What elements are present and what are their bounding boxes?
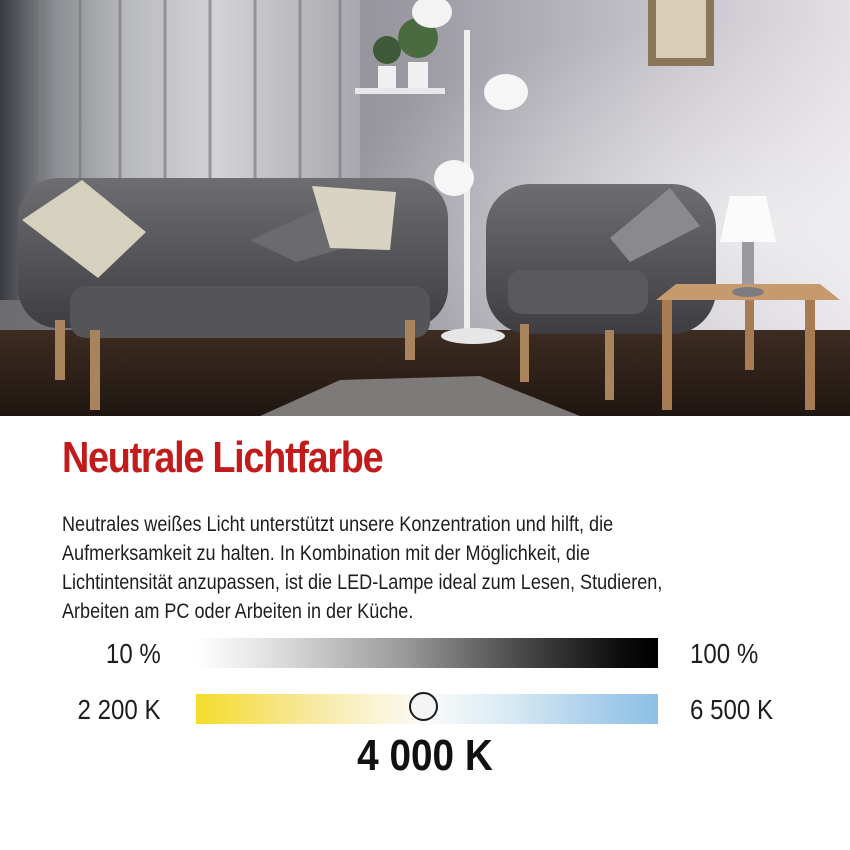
color-temperature-indicator	[409, 692, 438, 721]
headline: Neutrale Lichtfarbe	[62, 433, 383, 482]
color-temp-max-label: 6 500 K	[690, 694, 774, 725]
intensity-max-label: 100 %	[690, 638, 759, 669]
color-temperature-value: 4 000 K	[357, 731, 493, 780]
description-line: Lichtintensität anzupassen, ist die LED-Lampe ideal zum Lesen, Studieren,	[62, 571, 663, 594]
living-room-photo	[0, 0, 850, 416]
intensity-min-label: 10 %	[106, 638, 161, 669]
description-line: Arbeiten am PC oder Arbeiten in der Küche.	[62, 600, 414, 623]
description-line: Aufmerksamkeit zu halten. In Kombination mit der Möglichkeit, die	[62, 542, 590, 565]
description-line: Neutrales weißes Licht unterstützt unsere Konzentration und hilft, die	[62, 513, 614, 536]
color-temp-min-label: 2 200 K	[77, 694, 161, 725]
description	[62, 510, 750, 626]
intensity-gradient-bar	[196, 638, 658, 668]
